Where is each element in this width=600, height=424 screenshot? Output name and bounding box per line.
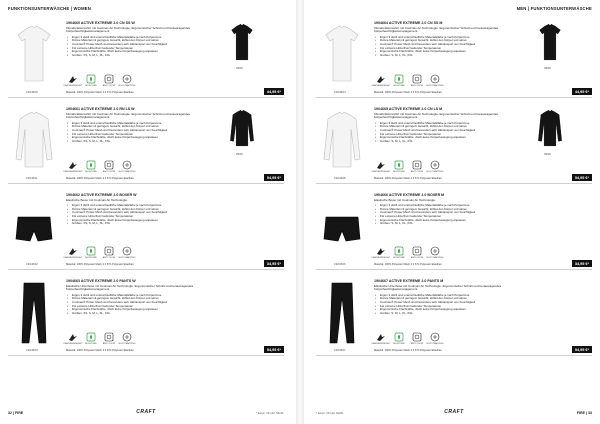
product-title: 1904663 ACTIVE EXTREME 2.0 PANTS W xyxy=(66,279,136,283)
feature-icon-label: MOISTURE xyxy=(85,343,97,345)
row-divider xyxy=(8,97,284,98)
anti-odor-icon xyxy=(102,332,116,345)
garment-shape xyxy=(324,112,360,167)
feature-icon-label: ANTI ODOR xyxy=(410,343,424,345)
product-title: 1904660 ACTIVE EXTREME 2.0 CN SS W xyxy=(66,21,135,25)
feature-icons xyxy=(63,246,136,259)
garment-shape xyxy=(232,24,253,60)
feature-item: • Ergonomische Flachnähte, dlsch keine Körperbewegung anpassen xyxy=(380,219,512,223)
row-divider xyxy=(316,183,592,184)
feature-list xyxy=(374,122,512,144)
product-title: 1904666 ACTIVE EXTREME 2.0 BOXER M xyxy=(374,193,445,197)
anti-odor-icon xyxy=(102,74,116,87)
garment-shape xyxy=(324,217,360,241)
row-divider xyxy=(316,269,592,270)
feature-icons xyxy=(371,332,444,345)
price-tag: 34,95 €* xyxy=(572,260,592,267)
body-mapping-icon xyxy=(120,160,134,173)
feature-icon-label: MOISTURE xyxy=(393,171,405,173)
feature-icon-label: ANTI ODOR xyxy=(410,171,424,173)
feature-icons xyxy=(63,332,136,345)
alt-color-photo xyxy=(220,21,264,65)
feature-item: • Ergonomische Flachnähte, dlsch keine Körperbewegung anpassen xyxy=(380,308,512,312)
feature-icon-label: MOISTURE xyxy=(393,257,405,259)
body-mapping-icon xyxy=(428,160,442,173)
garment-shape xyxy=(326,26,358,81)
body-mapping-icon xyxy=(428,246,442,259)
anti-odor-icon xyxy=(410,332,424,345)
page-number: 32 | FIRE xyxy=(8,411,24,415)
row-divider xyxy=(316,355,592,356)
feature-item: • Größen: XS, S, M, L, XL, XXL xyxy=(72,140,204,144)
product-photo xyxy=(316,193,368,261)
feature-item: • Für extreme Hitze/Kurz laufender Temperaturen xyxy=(380,305,512,309)
alt-color-photo xyxy=(528,21,572,65)
product-description: Elastische Boxer mit Coolmax Air Technologie. xyxy=(66,197,128,202)
feature-item: • Größen: XS, S, M, L, XL, XXL xyxy=(72,54,204,58)
product-description: Klimafunktionsshirt mit Coolmax Air Technologie. Ergonomischer Schnitt und herausragendes Körperfeuchtigkeitsmanagement. xyxy=(374,25,499,34)
alt-color-photo xyxy=(220,107,264,151)
product-sku: 1904665 xyxy=(334,176,346,180)
garment-shape xyxy=(330,283,354,343)
feature-item: • Ergonomische Flachnähte, dlsch keine Körperbewegung anpassen xyxy=(72,219,204,223)
product-description: Elastische Boxer mit Coolmax Air Technologie. xyxy=(374,197,436,202)
alt-color-sku: 9999 xyxy=(236,152,243,156)
product-info xyxy=(66,107,204,144)
feature-icons xyxy=(371,246,444,259)
feature-icon-label: ANTI ODOR xyxy=(102,85,116,87)
feature-list xyxy=(374,36,512,58)
garment-shape xyxy=(16,217,52,241)
material-note: Material: 100% Polyester Mesh 2 0 8 % Polyester Elasthan xyxy=(374,349,442,352)
anti-odor-icon xyxy=(102,246,116,259)
feature-icon-label: BODY MAPPING xyxy=(118,343,136,345)
body-mapping-icon xyxy=(120,74,134,87)
price-tag: 44,95 €* xyxy=(572,88,592,95)
material-note: Material: 100% Polyester Mesh 2 0 8 % Polyester Elasthan xyxy=(66,91,134,94)
feature-item: • Ergonomische Flachnähte, dlsch keine Körperbewegung anpassen xyxy=(380,50,512,54)
brand-logo: CRAFT xyxy=(444,409,464,415)
garment-shape xyxy=(16,112,52,167)
left-page xyxy=(0,0,292,424)
moisture-icon xyxy=(392,246,406,259)
product-info xyxy=(374,193,512,226)
feature-item: • Für extreme Hitze/Kurz laufender Temperaturen xyxy=(380,133,512,137)
moisture-icon xyxy=(84,246,98,259)
anti-odor-icon xyxy=(410,246,424,259)
feature-item: • Ergon 3 dstrlt und unterschiedliche Materialstärke je nach Körperzone xyxy=(72,122,204,126)
featherweight-icon xyxy=(371,160,391,173)
body-mapping-icon xyxy=(120,246,134,259)
product-card xyxy=(8,104,284,184)
product-photo xyxy=(316,279,368,347)
price-tag: 54,95 €* xyxy=(264,174,284,181)
material-note: Material: 100% Polyester Mesh 2 0 8 % Polyester Elasthan xyxy=(374,177,442,180)
feature-item: • Ergonomische Flachnähte, dlsch keine Körperbewegung anpassen xyxy=(72,136,204,140)
feature-item: • Coolmax® Power Mesh sind besonders sehr Akkransport von Feuchtigkeit xyxy=(72,211,204,215)
product-card xyxy=(316,104,592,184)
section-header: FUNKTIONSUNTERWÄSCHE | WOMEN xyxy=(8,6,91,11)
material-note: Material: 100% Polyester Mesh 2 0 8 % Polyester Elasthan xyxy=(66,177,134,180)
feature-item: • Coolmax® Power Mesh sind besonders sehr Akkransport von Feuchtigkeit xyxy=(380,211,512,215)
feature-item: • Für extreme Hitze/Kurz laufender Temperaturen xyxy=(72,305,204,309)
product-photo xyxy=(8,107,60,175)
feature-icons xyxy=(63,160,136,173)
feature-item: • Für extreme Hitze/Kurz laufender Temperaturen xyxy=(72,215,204,219)
alt-color-sku: 9999 xyxy=(236,66,243,70)
material-note: Material: 100% Polyester Mesh 2 0 8 % Polyester Elasthan xyxy=(374,263,442,266)
feature-item: • Dünne Material mit geringem Gewicht, kühlet den Körper und atmet. xyxy=(380,39,512,43)
feature-icon-label: ANTI ODOR xyxy=(102,257,116,259)
feature-item: • Coolmax® Power Mesh sind besonders sehr Akkransport von Feuchtigkeit xyxy=(72,129,204,133)
feature-icon-label: FEATHERWEIGHT xyxy=(63,343,83,345)
product-info xyxy=(66,193,204,226)
product-photo xyxy=(316,107,368,175)
garment-shape xyxy=(22,283,46,343)
featherweight-icon xyxy=(63,160,83,173)
featherweight-icon xyxy=(63,246,83,259)
feature-item: • Dünne Material mit geringem Gewicht, kühlet den Körper und atmet. xyxy=(380,208,512,212)
price-tag: 54,95 €* xyxy=(572,174,592,181)
feature-icon-label: BODY MAPPING xyxy=(118,171,136,173)
row-divider xyxy=(316,97,592,98)
moisture-icon xyxy=(84,160,98,173)
product-photo xyxy=(8,21,60,89)
book-spine xyxy=(296,0,304,424)
feature-item: • Größen: S, M, L, XL, XXL xyxy=(380,54,512,58)
feature-item: • Dünne Material mit geringem Gewicht, kühlet den Körper und atmet. xyxy=(380,297,512,301)
feature-icon-label: MOISTURE xyxy=(393,343,405,345)
feature-item: • Ergon 3 dstrlt und unterschiedliche Materialstärke je nach Körperzone xyxy=(380,36,512,40)
feature-icon-label: ANTI ODOR xyxy=(102,343,116,345)
feature-icon-label: BODY MAPPING xyxy=(426,171,444,173)
feature-icon-label: BODY MAPPING xyxy=(426,85,444,87)
feature-icons xyxy=(371,74,444,87)
anti-odor-icon xyxy=(410,160,424,173)
product-title: 1904661 ACTIVE EXTREME 2.0 RN LS W xyxy=(66,107,135,111)
product-photo xyxy=(8,279,60,347)
product-title: 1904664 ACTIVE EXTREME 2.0 CN SS M xyxy=(374,21,443,25)
feature-item: • Größen: S, M, L, XL, XXL xyxy=(380,222,512,226)
feature-item: • Coolmax® Power Mesh sind besonders sehr Akkransport von Feuchtigkeit xyxy=(380,43,512,47)
feature-icon-label: FEATHERWEIGHT xyxy=(371,171,391,173)
product-card xyxy=(8,276,284,356)
feature-icon-label: BODY MAPPING xyxy=(426,343,444,345)
product-description: Klimafunktionsshirt mit Coolmax Air Technologie. Ergonomischer Schnitt und herausragendes Körperfeuchtigkeitsmanagement. xyxy=(66,25,191,34)
anti-odor-icon xyxy=(102,160,116,173)
feature-icons xyxy=(371,160,444,173)
feature-item: • Ergon 3 dstrlt und unterschiedliche Materialstärke je nach Körperzone xyxy=(380,294,512,298)
feature-list xyxy=(66,294,204,316)
feature-icon-label: MOISTURE xyxy=(85,171,97,173)
row-divider xyxy=(8,183,284,184)
product-card xyxy=(316,276,592,356)
feature-list xyxy=(66,36,204,58)
price-tag: 54,95 €* xyxy=(264,346,284,353)
page-number: FIRE | 33 xyxy=(576,411,592,415)
feature-item: • Ergon 3 dstrlt und unterschiedliche Materialstärke je nach Körperzone xyxy=(380,204,512,208)
moisture-icon xyxy=(392,74,406,87)
brand-logo: CRAFT xyxy=(136,409,156,415)
feature-item: • Coolmax® Power Mesh sind besonders sehr Akkransport von Feuchtigkeit xyxy=(380,301,512,305)
feature-list xyxy=(374,204,512,226)
product-sku: 1904666 xyxy=(334,262,346,266)
featherweight-icon xyxy=(63,332,83,345)
feature-icon-label: FEATHERWEIGHT xyxy=(63,85,83,87)
feature-list xyxy=(66,204,204,226)
right-page xyxy=(308,0,600,424)
product-description: Elastische Unterhose mit Coolmax Air Technologie. Ergonomischer Schnitt und herausragendes Körperfeuchtigkeitsmanagement. xyxy=(66,283,194,292)
featherweight-icon xyxy=(63,74,83,87)
moisture-icon xyxy=(392,160,406,173)
feature-item: • Größen: XS, S, M, L, XL, XXL xyxy=(72,222,204,226)
feature-item: • Für extreme Hitze/Kurz laufender Temperaturen xyxy=(380,47,512,51)
product-sku: 1904660 xyxy=(26,90,38,94)
feature-item: • Ergonomische Flachnähte, dlsch keine Körperbewegung anpassen xyxy=(72,50,204,54)
feature-list xyxy=(66,122,204,144)
feature-item: • Ergon 3 dstrlt und unterschiedliche Materialstärke je nach Körperzone xyxy=(72,36,204,40)
feature-item: • Coolmax® Power Mesh sind besonders sehr Akkransport von Feuchtigkeit xyxy=(72,43,204,47)
moisture-icon xyxy=(84,74,98,87)
feature-item: • Größen: S, M, L, XL, XXL xyxy=(380,140,512,144)
feature-icon-label: ANTI ODOR xyxy=(410,85,424,87)
garment-shape xyxy=(18,26,50,81)
section-header: MEN | FUNKTIONSUNTERWÄSCHE xyxy=(516,6,592,11)
product-sku: 1904663 xyxy=(26,348,38,352)
material-note: Material: 100% Polyester Mesh 2 0 8 % Polyester Elasthan xyxy=(66,349,134,352)
product-card xyxy=(316,18,592,98)
product-sku: 1904662 xyxy=(26,262,38,266)
alt-color-sku: 9999 xyxy=(544,152,551,156)
featherweight-icon xyxy=(371,74,391,87)
feature-item: • Dünne Material mit geringem Gewicht, kühlet den Körper und atmet. xyxy=(72,297,204,301)
feature-icon-label: FEATHERWEIGHT xyxy=(371,257,391,259)
row-divider xyxy=(8,269,284,270)
product-info xyxy=(66,279,204,316)
product-card xyxy=(8,18,284,98)
feature-icon-label: FEATHERWEIGHT xyxy=(371,85,391,87)
body-mapping-icon xyxy=(428,74,442,87)
feature-icon-label: BODY MAPPING xyxy=(118,257,136,259)
featherweight-icon xyxy=(371,246,391,259)
product-info xyxy=(374,279,512,316)
product-sku: 1904664 xyxy=(334,90,346,94)
feature-icon-label: MOISTURE xyxy=(85,257,97,259)
feature-item: • Dünne Material mit geringem Gewicht, kühlet den Körper und atmet. xyxy=(72,125,204,129)
feature-item: • Für extreme Hitze/Kurz laufender Temperaturen xyxy=(72,47,204,51)
feature-item: • Dünne Material mit geringem Gewicht, kühlet den Körper und atmet. xyxy=(72,208,204,212)
alt-color-photo xyxy=(528,107,572,151)
product-title: 1904662 ACTIVE EXTREME 2.0 BOXER W xyxy=(66,193,137,197)
feature-item: • Dünne Material mit geringem Gewicht, kühlet den Körper und atmet. xyxy=(72,39,204,43)
alt-color-sku: 9999 xyxy=(544,66,551,70)
price-tag: 54,95 €* xyxy=(572,346,592,353)
feature-item: • Coolmax® Power Mesh sind besonders sehr Akkransport von Feuchtigkeit xyxy=(72,301,204,305)
product-info xyxy=(66,21,204,58)
product-photo xyxy=(316,21,368,89)
product-info xyxy=(374,107,512,144)
feature-item: • Größen: XS, S, M, L, XL, XXL xyxy=(72,312,204,316)
feature-icons xyxy=(63,74,136,87)
feature-icon-label: BODY MAPPING xyxy=(426,257,444,259)
price-footnote: * Empf. VK inkl. MwSt. xyxy=(256,411,284,415)
moisture-icon xyxy=(84,332,98,345)
garment-shape xyxy=(230,110,253,146)
body-mapping-icon xyxy=(428,332,442,345)
product-title: 1904665 ACTIVE EXTREME 2.0 CN LS M xyxy=(374,107,443,111)
product-photo xyxy=(8,193,60,261)
anti-odor-icon xyxy=(410,74,424,87)
feature-icon-label: MOISTURE xyxy=(85,85,97,87)
feature-item: • Dünne Material mit geringem Gewicht, kühlet den Körper und atmet. xyxy=(380,125,512,129)
feature-item: • Ergon 3 dstrlt und unterschiedliche Materialstärke je nach Körperzone xyxy=(72,204,204,208)
product-description: Elastische Unterhose mit Coolmax Air Technologie. Ergonomischer Schnitt und herausragendes Körperfeuchtigkeitsmanagement. xyxy=(374,283,502,292)
material-note: Material: 100% Polyester Mesh 2 0 8 % Polyester Elasthan xyxy=(374,91,442,94)
garment-shape xyxy=(538,110,561,146)
product-description: Klimafunktionsshirt mit Coolmax Air Technologie. Ergonomischer Schnitt und herausragendes Körperfeuchtigkeitsmanagement. xyxy=(66,111,191,120)
body-mapping-icon xyxy=(120,332,134,345)
product-card xyxy=(8,190,284,270)
feature-icon-label: BODY MAPPING xyxy=(118,85,136,87)
featherweight-icon xyxy=(371,332,391,345)
feature-icon-label: FEATHERWEIGHT xyxy=(63,171,83,173)
price-tag: 34,95 €* xyxy=(264,260,284,267)
garment-shape xyxy=(540,24,561,60)
feature-item: • Größen: S, M, L, XL, XXL xyxy=(380,312,512,316)
product-description: Klimafunktionsshirt mit Coolmax Air Technologie. Ergonomischer Schnitt und herausragendes Körperfeuchtigkeitsmanagement. xyxy=(374,111,499,120)
feature-list xyxy=(374,294,512,316)
feature-item: • Für extreme Hitze/Kurz laufender Temperaturen xyxy=(380,215,512,219)
feature-item: • Ergonomische Flachnähte, dlsch keine Körperbewegung anpassen xyxy=(380,136,512,140)
product-title: 1904667 ACTIVE EXTREME 2.0 PANTS M xyxy=(374,279,444,283)
feature-item: • Coolmax® Power Mesh sind besonders sehr Akkransport von Feuchtigkeit xyxy=(380,129,512,133)
feature-item: • Ergon 3 dstrlt und unterschiedliche Materialstärke je nach Körperzone xyxy=(380,122,512,126)
product-sku: 1904661 xyxy=(26,176,38,180)
feature-icon-label: FEATHERWEIGHT xyxy=(371,343,391,345)
feature-icon-label: MOISTURE xyxy=(393,85,405,87)
material-note: Material: 100% Polyester Mesh 2 0 8 % Polyester Elasthan xyxy=(66,263,134,266)
feature-item: • Ergonomische Flachnähte, dlsch keine Körperbewegung anpassen xyxy=(72,308,204,312)
feature-icon-label: FEATHERWEIGHT xyxy=(63,257,83,259)
moisture-icon xyxy=(392,332,406,345)
feature-item: • Ergon 3 dstrlt und unterschiedliche Materialstärke je nach Körperzone xyxy=(72,294,204,298)
product-sku: 1904667 xyxy=(334,348,346,352)
price-footnote: * Empf. VK inkl. MwSt. xyxy=(316,411,344,415)
price-tag: 44,95 €* xyxy=(264,88,284,95)
product-info xyxy=(374,21,512,58)
feature-icon-label: ANTI ODOR xyxy=(102,171,116,173)
feature-icon-label: ANTI ODOR xyxy=(410,257,424,259)
product-card xyxy=(316,190,592,270)
row-divider xyxy=(8,355,284,356)
feature-item: • Für extreme Hitze/Kurz laufender Temperaturen xyxy=(72,133,204,137)
